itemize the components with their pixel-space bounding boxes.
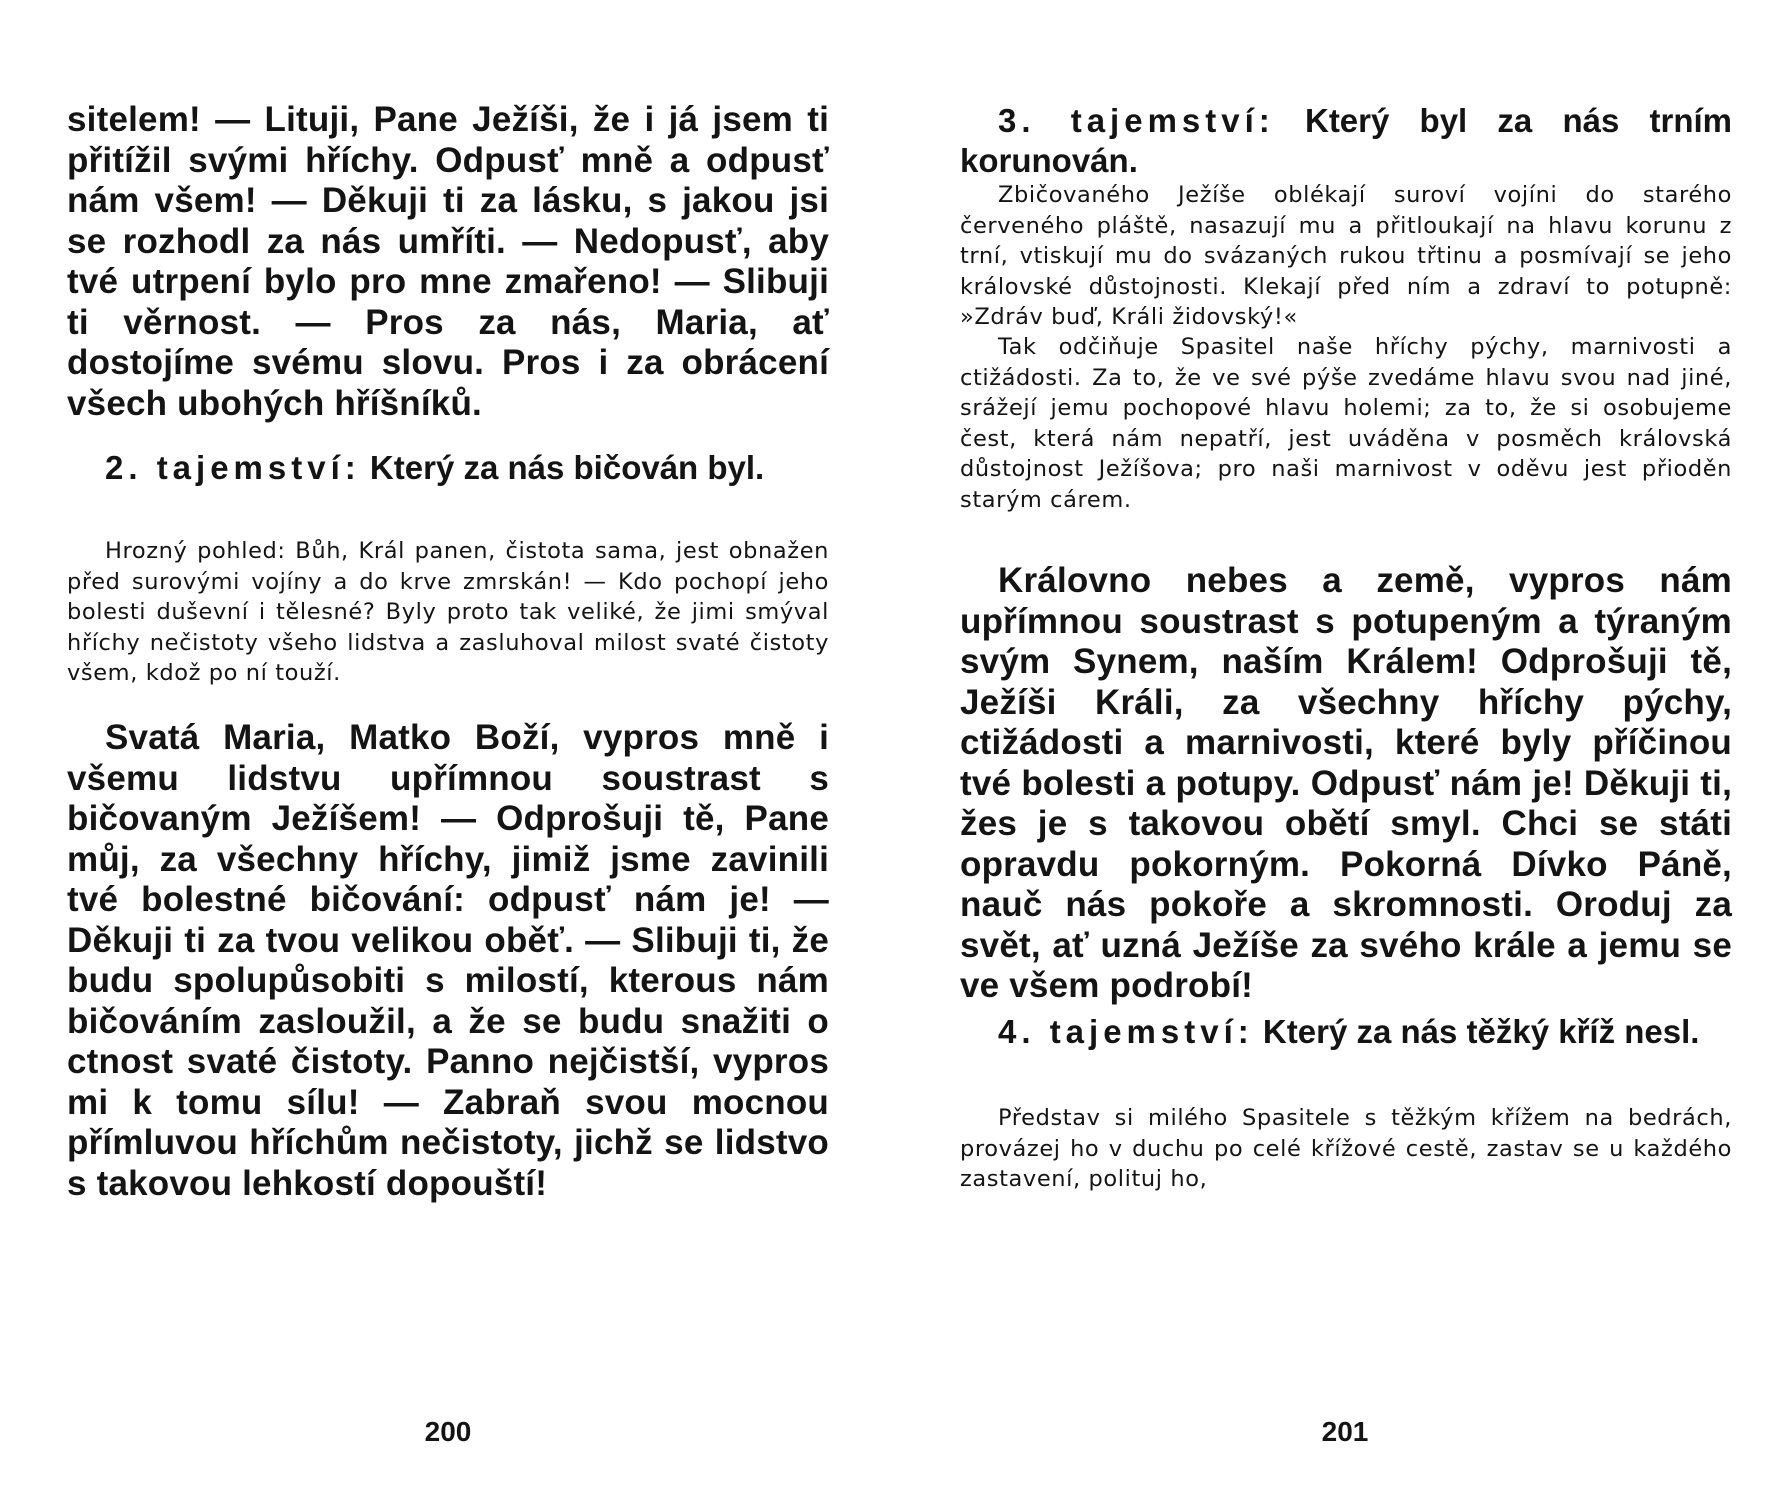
left-page	[67, 0, 829, 1500]
right-page	[960, 0, 1732, 1500]
mystery-2-title: Který za nás bičován byl.	[369, 449, 765, 486]
mystery-4-meditation: Představ si milého Spasitele s těžkým křížem na bedrách, provázej ho v duchu po celé křížové cestě, zastav se u každého zastavení, polituj ho,	[960, 1105, 1732, 1192]
mystery-4-heading	[960, 1012, 1732, 1052]
continuation-prayer-text: sitelem! — Lituji, Pane Ježíši, že i já jsem ti přitížil svými hříchy. Odpusť mně a odpusť nám všem! — Děkuji ti za lásku, s jakou jsi se rozhodl za nás umříti. — Nedopusť, aby tvé utrpení bylo pro mne zmařeno! — Slibuji ti věrnost. — Pros za nás, Maria, ať dostojíme svému slovu. Pros i za obrácení všech ubohých hříšníků.	[67, 100, 829, 423]
mystery-4-title: Který za nás těžký kříž nesl.	[1262, 1013, 1700, 1050]
mystery-2-meditation: Hrozný pohled: Bůh, Král panen, čistota sama, jest obnažen před surovými vojíny a do krve zmrskán! — Kdo pochopí jeho bolesti duševní i tělesné? Byly proto tak veliké, že jimi smýval hříchy nečistoty všeho lidstva a zasluhoval milost svaté čistoty všem, kdož po ní touží.	[67, 538, 829, 686]
mystery-3-meditation-1: Zbičovaného Ježíše oblékají suroví vojíni do starého červeného pláště, nasazují mu a přitloukají na hlavu korunu z trní, vtiskují mu do svázaných rukou třtinu a posmívají se jeho královské důstojnosti. Klekají před ním a zdraví to potupně: »Zdráv buď, Králi židovský!«	[960, 182, 1732, 330]
page-number-left: 200	[424, 1416, 472, 1447]
mystery-3-title: Který byl za nás trním korunován.	[960, 102, 1733, 179]
mystery-4-lead: 4. tajemství:	[998, 1013, 1254, 1050]
mystery-2-lead: 2. tajemství:	[105, 449, 361, 486]
page-number-right: 201	[1321, 1416, 1369, 1447]
mystery-2-heading	[67, 448, 829, 488]
mystery-3-prayer: Královno nebes a země, vypros nám upřímnou soustrast s potupeným a týraným svým Synem, naším Králem! Odprošuji tě, Ježíši Králi, za všechny hříchy pýchy, ctižádosti a marnivosti, které byly příčinou tvé bolesti a potupy. Odpusť nám je! Děkuji ti, žes je s takovou obětí smyl. Chci se státi opravdu pokorným. Pokorná Dívko Páně, nauč nás pokoře a skromnosti. Oroduj za svět, ať uzná Ježíše za svého krále a jemu se ve všem podrobí!	[960, 561, 1732, 1005]
mystery-3-lead: 3. tajemství:	[998, 102, 1275, 139]
mystery-2-prayer: Svatá Maria, Matko Boží, vypros mně i všemu lidstvu upřímnou soustrast s bičovaným Ježíšem! — Odprošuji tě, Pane můj, za všechny hříchy, jimiž jsme zavinili tvé bolestné bičování: odpusť nám je! — Děkuji ti za tvou velikou oběť. — Slibuji ti, že budu spolupůsobiti s milostí, kterous nám bičováním zasloužil, a že se budu snažiti o ctnost svaté čistoty. Panno nejčistší, vypros mi k tomu sílu! — Zabraň svou mocnou přímluvou hříchům nečistoty, jichž se lidstvo s takovou lehkostí dopouští!	[67, 718, 829, 1203]
mystery-3-meditation-2: Tak odčiňuje Spasitel naše hříchy pýchy, marnivosti a ctižádosti. Za to, že ve své pýše zvedáme hlavu svou nad jiné, srážejí jemu pochopové hlavu holemi; za to, že si osobujeme čest, která nám nepatří, jest uváděna v posměch královská důstojnost Ježíšova; pro naši marnivost v oděvu jest přioděn starým cárem.	[960, 334, 1732, 513]
mystery-3-heading	[960, 101, 1732, 181]
